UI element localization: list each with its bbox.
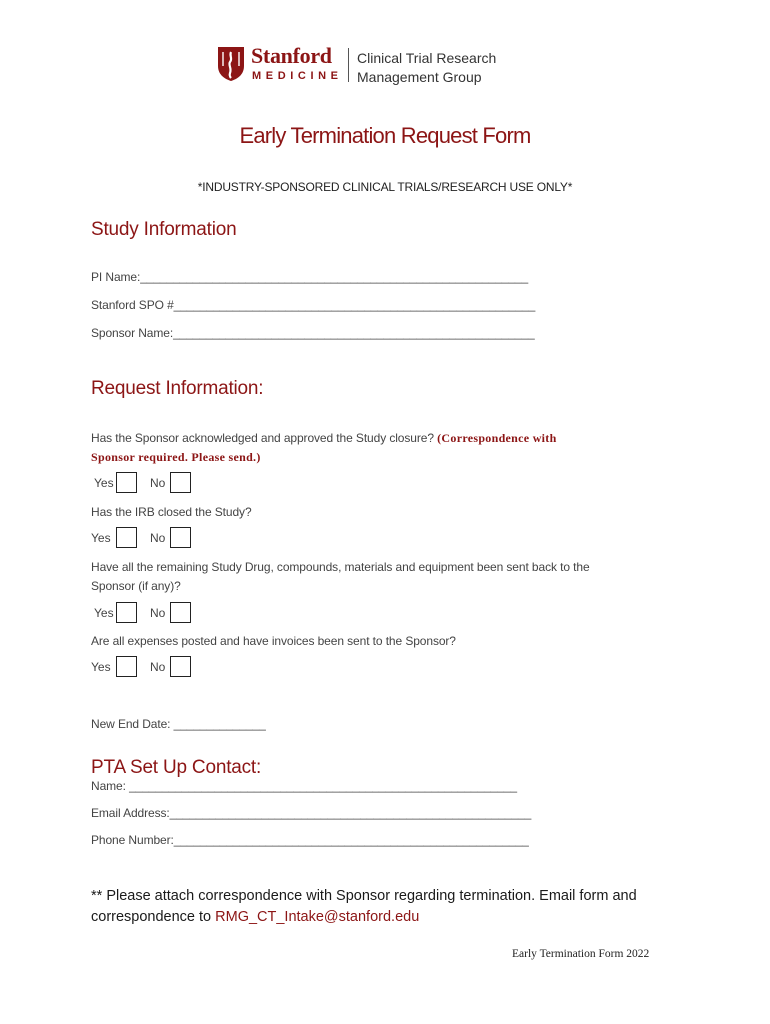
question-expenses-posted: Are all expenses posted and have invoices been sent to the Sponsor? <box>91 634 456 648</box>
q4-yes-checkbox[interactable] <box>116 656 137 677</box>
correspondence-note-line2: Sponsor required. Please send.) <box>91 450 261 464</box>
brand-sub: MEDICINE <box>252 70 343 82</box>
pta-email-field[interactable]: Email Address:_______________________________________________________ <box>91 806 532 820</box>
group-name-line2: Management Group <box>357 69 482 85</box>
yes-label: Yes <box>91 531 111 545</box>
correspondence-note: (Correspondence with <box>437 431 557 445</box>
group-name-line1: Clinical Trial Research <box>357 50 497 66</box>
question-study-drug-returned <box>91 558 590 596</box>
pi-name-field[interactable]: PI Name:___________________________________________________________ <box>91 270 529 284</box>
pta-contact-heading: PTA Set Up Contact: <box>91 757 262 778</box>
no-label: No <box>150 660 166 674</box>
no-label: No <box>150 606 166 620</box>
form-title: Early Termination Request Form <box>239 123 531 148</box>
no-label: No <box>150 476 166 490</box>
form-subtitle: *INDUSTRY-SPONSORED CLINICAL TRIALS/RESEARCH USE ONLY* <box>197 180 573 194</box>
attach-text: ** Please attach correspondence with Sponsor regarding termination. Email form and <box>91 888 637 904</box>
yes-label: Yes <box>91 660 111 674</box>
brand-name: Stanford <box>251 43 332 68</box>
yes-label: Yes <box>94 606 114 620</box>
question-text: Has the Sponsor acknowledged and approved the Study closure? <box>91 431 434 445</box>
new-end-date-field[interactable]: New End Date: ______________ <box>91 717 266 731</box>
page-footer: Early Termination Form 2022 <box>512 948 650 960</box>
request-information-heading: Request Information: <box>91 378 264 399</box>
question-irb-closed: Has the IRB closed the Study? <box>91 505 252 519</box>
q3-no-checkbox[interactable] <box>170 602 191 623</box>
pta-phone-field[interactable]: Phone Number:______________________________________________________ <box>91 833 529 847</box>
q2-no-checkbox[interactable] <box>170 527 191 548</box>
q1-no-checkbox[interactable] <box>170 472 191 493</box>
q3-yes-checkbox[interactable] <box>116 602 137 623</box>
question-sponsor-acknowledged <box>91 429 651 467</box>
logo-divider <box>348 48 349 82</box>
question-text-line2: Sponsor (if any)? <box>91 579 181 593</box>
attach-text-line2: correspondence to <box>91 909 212 925</box>
pta-name-field[interactable]: Name: ___________________________________________________________ <box>91 779 517 793</box>
yes-label: Yes <box>94 476 114 490</box>
sponsor-name-field[interactable]: Sponsor Name:_______________________________________________________ <box>91 326 535 340</box>
stanford-medicine-logo <box>217 44 517 90</box>
question-text: Have all the remaining Study Drug, compounds, materials and equipment been sent back to the <box>91 560 590 574</box>
stanford-spo-field[interactable]: Stanford SPO #_______________________________________________________ <box>91 298 536 312</box>
no-label: No <box>150 531 166 545</box>
study-information-heading: Study Information <box>91 219 237 240</box>
intake-email-link[interactable]: RMG_CT_Intake@stanford.edu <box>215 909 420 925</box>
q2-yes-checkbox[interactable] <box>116 527 137 548</box>
attachment-instructions <box>91 886 691 928</box>
q4-no-checkbox[interactable] <box>170 656 191 677</box>
q1-yes-checkbox[interactable] <box>116 472 137 493</box>
stanford-shield-icon <box>217 46 245 82</box>
